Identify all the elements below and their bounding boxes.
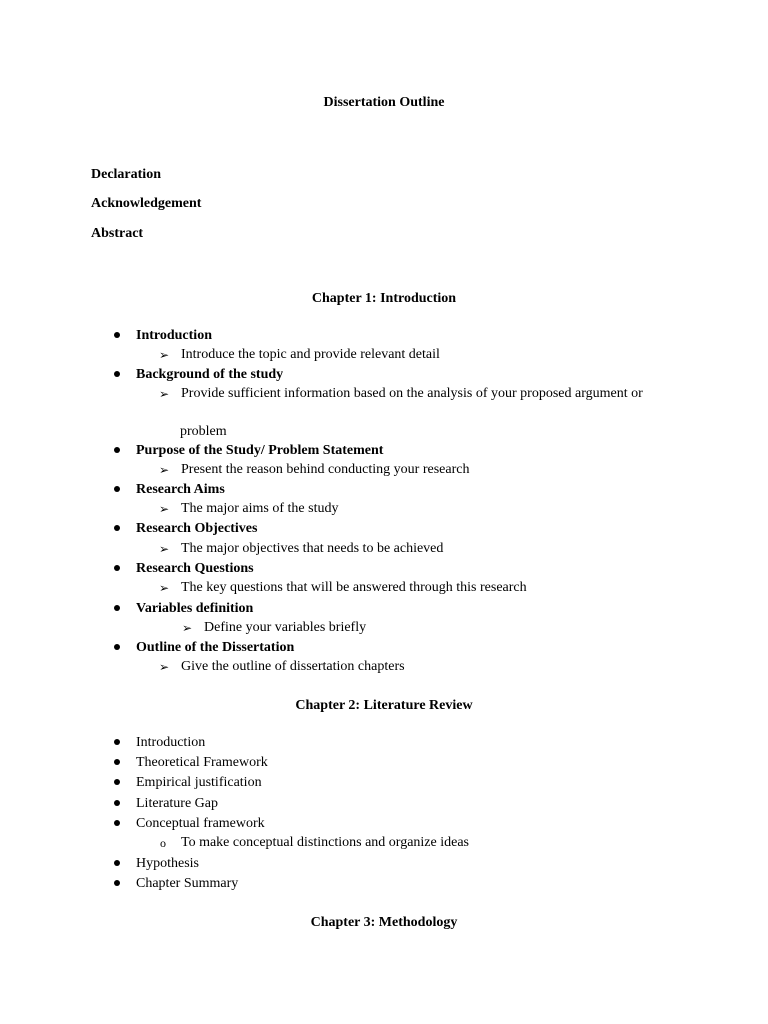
bullet-icon	[114, 371, 120, 377]
list-item	[0, 754, 768, 772]
bullet-icon	[114, 800, 120, 806]
list-item	[0, 774, 768, 792]
list-item-label: Empirical justification	[136, 775, 262, 790]
sub-list-item	[0, 346, 768, 364]
chapter-1-heading: Chapter 1: Introduction	[311, 291, 457, 306]
list-item-label: Purpose of the Study/ Problem Statement	[136, 443, 384, 458]
chapter-3-heading: Chapter 3: Methodology	[310, 915, 458, 930]
list-item	[0, 734, 768, 752]
list-item-label: Hypothesis	[136, 856, 199, 871]
bullet-icon	[114, 525, 120, 531]
sub-list-item	[0, 579, 768, 597]
list-item	[0, 327, 768, 345]
sub-list-item	[0, 834, 768, 852]
sub-list-item-text: Present the reason behind conducting your research	[181, 462, 470, 477]
arrow-bullet-icon: ➢	[159, 502, 170, 516]
list-item-label: Conceptual framework	[136, 816, 265, 831]
sub-list-item	[0, 540, 768, 558]
arrow-bullet-icon: ➢	[182, 621, 193, 635]
list-item-label: Research Objectives	[136, 521, 258, 536]
list-item-label: Theoretical Framework	[136, 755, 268, 770]
bullet-icon	[114, 447, 120, 453]
list-item	[0, 600, 768, 618]
bullet-icon	[114, 486, 120, 492]
list-item	[0, 481, 768, 499]
list-item	[0, 366, 768, 384]
bullet-icon	[114, 332, 120, 338]
list-item	[0, 875, 768, 893]
sub-list-item-continuation: problem	[180, 424, 227, 439]
bullet-icon	[114, 779, 120, 785]
sub-list-item	[0, 461, 768, 479]
sub-list-item	[0, 619, 768, 637]
sub-list-item	[0, 385, 768, 403]
list-item	[0, 442, 768, 460]
bullet-icon	[114, 759, 120, 765]
list-item-label: Variables definition	[136, 601, 254, 616]
arrow-bullet-icon: ➢	[159, 581, 170, 595]
bullet-icon	[114, 605, 120, 611]
bullet-icon	[114, 739, 120, 745]
bullet-icon	[114, 880, 120, 886]
sub-list-item	[0, 658, 768, 676]
page-title: Dissertation Outline	[323, 95, 445, 110]
list-item	[0, 795, 768, 813]
bullet-icon	[114, 860, 120, 866]
list-item-label: Introduction	[136, 328, 212, 343]
list-item-label: Introduction	[136, 735, 206, 750]
circle-bullet-icon: o	[160, 836, 166, 850]
list-item-label: Research Questions	[136, 561, 254, 576]
arrow-bullet-icon: ➢	[159, 348, 170, 362]
sub-list-item-text: The major aims of the study	[181, 501, 339, 516]
sub-list-item-text: Provide sufficient information based on the analysis of your proposed argument or	[181, 386, 643, 401]
bullet-icon	[114, 820, 120, 826]
arrow-bullet-icon: ➢	[159, 660, 170, 674]
arrow-bullet-icon: ➢	[159, 542, 170, 556]
list-item	[0, 520, 768, 538]
front-matter-abstract: Abstract	[91, 226, 144, 241]
chapter-2-heading: Chapter 2: Literature Review	[295, 698, 473, 713]
sub-list-item-text: The major objectives that needs to be achieved	[181, 541, 444, 556]
list-item-label: Literature Gap	[136, 796, 219, 811]
list-item	[0, 560, 768, 578]
arrow-bullet-icon: ➢	[159, 463, 170, 477]
arrow-bullet-icon: ➢	[159, 387, 170, 401]
list-item	[0, 855, 768, 873]
bullet-icon	[114, 565, 120, 571]
list-item-label: Chapter Summary	[136, 876, 239, 891]
bullet-icon	[114, 644, 120, 650]
sub-list-item-text: To make conceptual distinctions and organize ideas	[181, 835, 470, 850]
sub-list-item	[0, 500, 768, 518]
list-item	[0, 639, 768, 657]
list-item-label: Research Aims	[136, 482, 225, 497]
front-matter-acknowledgement: Acknowledgement	[91, 196, 202, 211]
list-item	[0, 815, 768, 833]
list-item-label: Outline of the Dissertation	[136, 640, 295, 655]
front-matter-declaration: Declaration	[91, 167, 161, 182]
sub-list-item-text: Define your variables briefly	[204, 620, 367, 635]
list-item-label: Background of the study	[136, 367, 284, 382]
sub-list-item-text: Give the outline of dissertation chapters	[181, 659, 405, 674]
sub-list-item-text: The key questions that will be answered through this research	[181, 580, 527, 595]
sub-list-item-text: Introduce the topic and provide relevant detail	[181, 347, 440, 362]
